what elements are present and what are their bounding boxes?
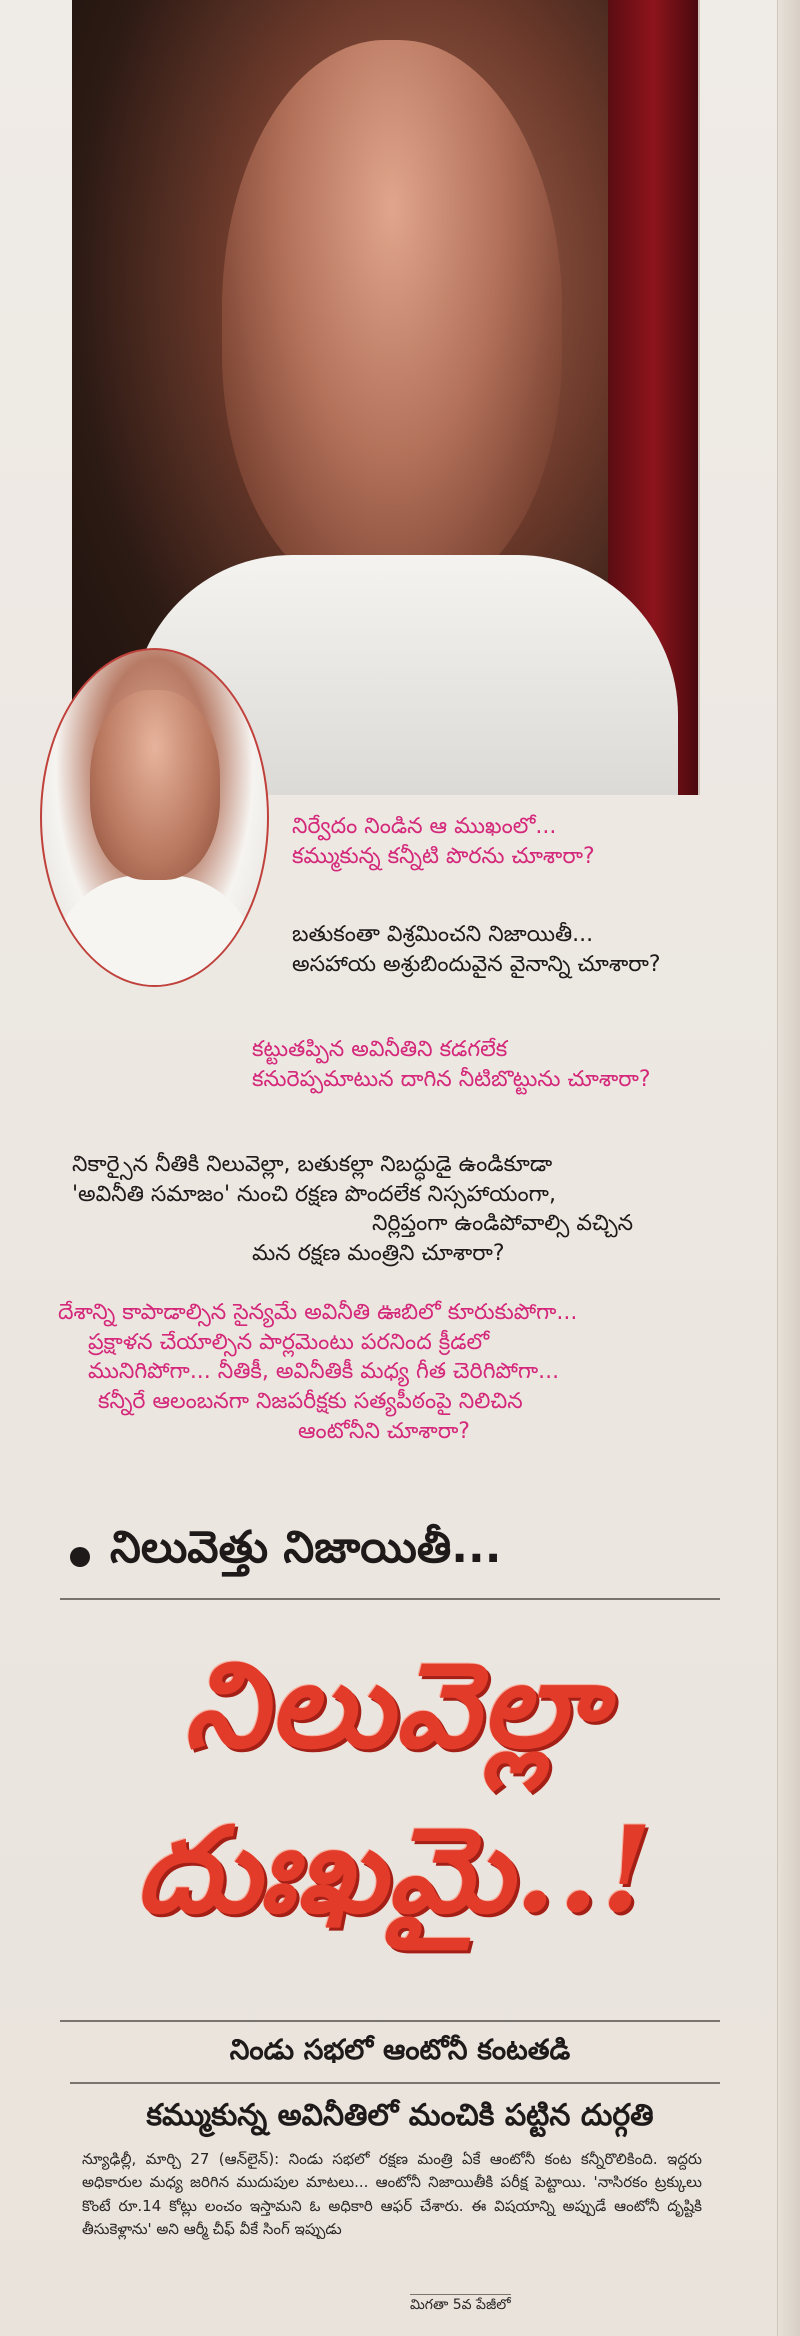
- verse-4: [72, 1150, 752, 1269]
- verse-line: ఆంటోనీని చూశారా?: [298, 1418, 470, 1444]
- verse-line: నిర్వేదం నిండిన ఆ ముఖంలో...: [292, 814, 557, 839]
- kicker-heading: నిలువెత్తు నిజాయితీ...: [110, 1522, 502, 1573]
- verse-line: నిర్లిప్తంగా ఉండిపోవాల్సి వచ్చిన: [372, 1211, 634, 1237]
- verse-line: మునిగిపోగా... నీతికీ, అవినీతికీ మధ్య గీత చెరిగిపోగా...: [88, 1359, 560, 1385]
- article-body: న్యూఢిల్లీ, మార్చి 27 (ఆన్‌లైన్): నిండు సభలో రక్షణ మంత్రి ఏకే ఆంటోనీ కంట కన్నీరొలికింది. ఇద్దరు అధికారుల మధ్య జరిగిన ముదుపుల మాటలు... ఆంటోనీ నిజాయితీకి పరీక్ష పెట్టాయి. 'నాసిరకం ట్రక్కులు కొంటే రూ.14 కోట్లు లంచం ఇస్తామని ఓ అధికారి ఆఫర్ చేశారు. ఈ విషయాన్ని అప్పుడే ఆంటోనీ దృష్టికి తీసుకెళ్లాను' అని ఆర్మీ చీఫ్ వీకే సింగ్ ఇప్పుడు: [82, 2150, 702, 2238]
- verse-line: ప్రక్షాళన చేయాల్సిన పార్లమెంటు పరనింద క్రీడలో: [88, 1329, 490, 1355]
- divider-rule: [60, 2020, 720, 2022]
- verse-line: నికార్సైన నీతికి నిలువెల్లా, బతుకల్లా నిబద్ధుడై ఉండికూడా: [72, 1152, 553, 1177]
- verse-2: [292, 920, 762, 979]
- verse-3: [252, 1035, 752, 1094]
- inset-collar: [52, 875, 257, 985]
- divider-rule: [60, 1598, 720, 1600]
- main-headline-line-2: దుఃఖమై..!: [135, 1800, 655, 1939]
- subheading-1: నిండు సభలో ఆంటోనీ కంటతడి: [229, 2033, 571, 2066]
- verse-1: [292, 812, 732, 871]
- adjacent-column-edge: [777, 0, 800, 2336]
- verse-line: అసహాయ అశ్రుబిందువైన వైనాన్ని చూశారా?: [292, 951, 661, 977]
- verse-line: దేశాన్ని కాపాడాల్సిన సైన్యమే అవినీతి ఊబిలో కూరుకుపోగా...: [58, 1300, 578, 1325]
- inset-face: [90, 690, 220, 880]
- verse-line: కట్టుతప్పిన అవినీతిని కడగలేక: [252, 1037, 508, 1062]
- verse-5: [58, 1298, 758, 1446]
- bullet-dot: [70, 1547, 90, 1567]
- subheading-2: కమ్ముకున్న అవినీతిలో మంచికి పట్టిన దుర్గతి: [146, 2098, 654, 2133]
- continued-note: మిగతా 5వ పేజీలో: [410, 2294, 511, 2316]
- verse-line: మన రక్షణ మంత్రిని చూశారా?: [252, 1241, 505, 1267]
- verse-line: కనురెప్పమాటున దాగిన నీటిబొట్టును చూశారా?: [252, 1066, 651, 1092]
- divider-rule: [70, 2082, 720, 2084]
- verse-line: కమ్ముకున్న కన్నీటి పొరను చూశారా?: [292, 843, 595, 869]
- verse-line: బతుకంతా విశ్రమించని నిజాయితీ...: [292, 922, 594, 947]
- inset-portrait-photo: [40, 648, 269, 987]
- verse-line: కన్నీరే ఆలంబనగా నిజపరీక్షకు సత్యపీఠంపై నిలిచిన: [98, 1389, 523, 1415]
- verse-line: 'అవినీతి సమాజం' నుంచి రక్షణ పొందలేక నిస్సహాయంగా,: [72, 1181, 556, 1207]
- portrait-head: [222, 40, 562, 600]
- main-headline-line-1: నిలువెల్లా: [183, 1635, 607, 1774]
